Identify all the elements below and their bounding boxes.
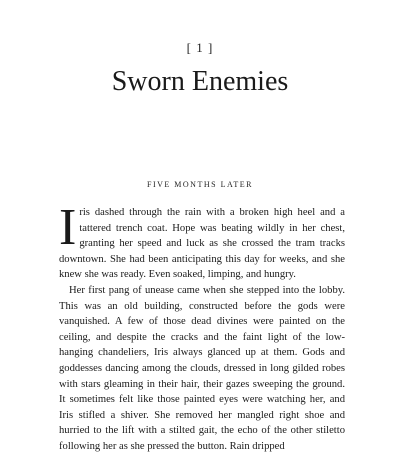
- paragraph-1: [59, 199, 345, 283]
- drop-cap: I: [59, 199, 77, 256]
- chapter-number: [ 1 ]: [186, 40, 214, 55]
- chapter-title: Sworn Enemies: [111, 66, 289, 97]
- section-heading: FIVE MONTHS LATER: [147, 180, 253, 189]
- paragraph-2: Her first pang of unease came when she stepped into the lobby. This was an old building, constructed before the gods were vanquished. A few of those dead divines were painted on the ceiling, and despite the cracks and the faint light of the low-hanging chandeliers, Iris always glanced up at them. Gods and goddesses dancing among the clouds, dressed in long gilded robes with stars gleaming in their hair, their gazes sweeping the ground. It sometimes felt like those painted eyes were watching her, and Iris stifled a shiver. She removed her mangled right shoe and hurried to the lift with a stilted gait, the echo of the other stiletto following her as she pressed the button. Rain dripped: [59, 284, 345, 452]
- body-text: [59, 199, 345, 455]
- paragraph-1-text: ris dashed through the rain with a broken high heel and a tattered trench coat. Hope was beating wildly in her chest, granting her speed and luck as she crossed the tram tracks downtown. She had been anticipating this day for weeks, and she knew she was ready. Even soaked, limping, and hungry.: [59, 207, 345, 281]
